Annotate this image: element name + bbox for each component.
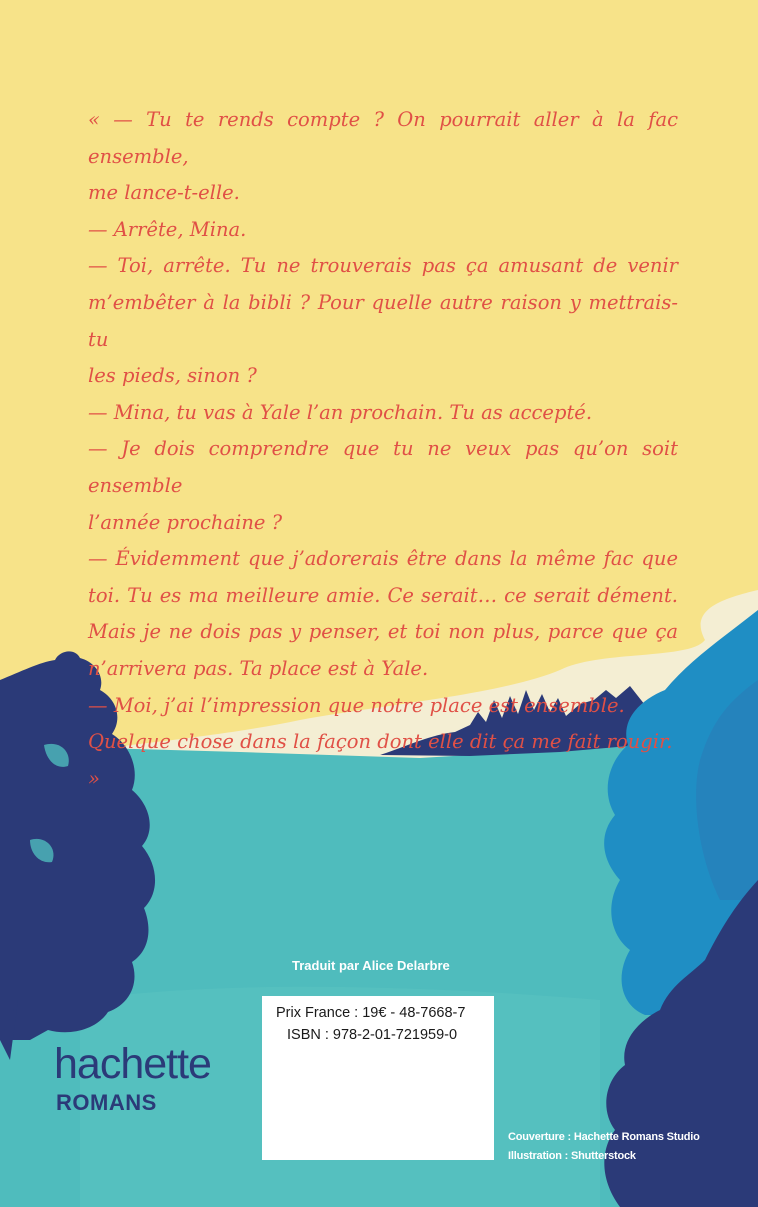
price-label: Prix France : 19€ - 48-7668-7 xyxy=(276,1005,466,1021)
cover-design-credit: Couverture : Hachette Romans Studio xyxy=(508,1131,700,1143)
translator-credit: Traduit par Alice Delarbre xyxy=(292,958,450,973)
quote-line: me lance-t-elle. xyxy=(88,181,240,205)
quote-line: Mais je ne dois pas y penser, et toi non plus, parce que ça xyxy=(88,620,678,644)
quote-line: m’embêter à la bibli ? Pour quelle autre raison y mettrais-tu xyxy=(88,290,678,351)
publisher-logo: hachette xyxy=(54,1040,211,1088)
quote-line: toi. Tu es ma meilleure amie. Ce serait… ce serait dément. xyxy=(88,583,678,607)
price-box xyxy=(262,996,494,1160)
publisher-imprint: ROMANS xyxy=(56,1090,157,1115)
quote-line: l’année prochaine ? xyxy=(88,510,283,534)
excerpt-quote xyxy=(88,102,678,797)
illustration-credit: Illustration : Shutterstock xyxy=(508,1150,636,1162)
quote-line: les pieds, sinon ? xyxy=(88,364,257,388)
quote-line: n’arrivera pas. Ta place est à Yale. xyxy=(88,656,429,680)
isbn-label: ISBN : 978-2-01-721959-0 xyxy=(287,1027,458,1043)
quote-line: — Je dois comprendre que tu ne veux pas qu’on soit ensemble xyxy=(88,437,678,497)
quote-line: — Arrête, Mina. xyxy=(88,217,247,241)
quote-line: — Mina, tu vas à Yale l’an prochain. Tu as accepté. xyxy=(88,400,593,424)
quote-line: Quelque chose dans la façon dont elle dit ça me fait rougir. » xyxy=(88,730,673,790)
quote-line: « — Tu te rends compte ? On pourrait aller à la fac ensemble, xyxy=(88,108,678,168)
quote-line: — Évidemment que j’adorerais être dans la même fac que xyxy=(88,547,678,571)
quote-line: — Toi, arrête. Tu ne trouverais pas ça amusant de venir xyxy=(88,254,678,278)
quote-line: — Moi, j’ai l’impression que notre place est ensemble. xyxy=(88,693,625,717)
